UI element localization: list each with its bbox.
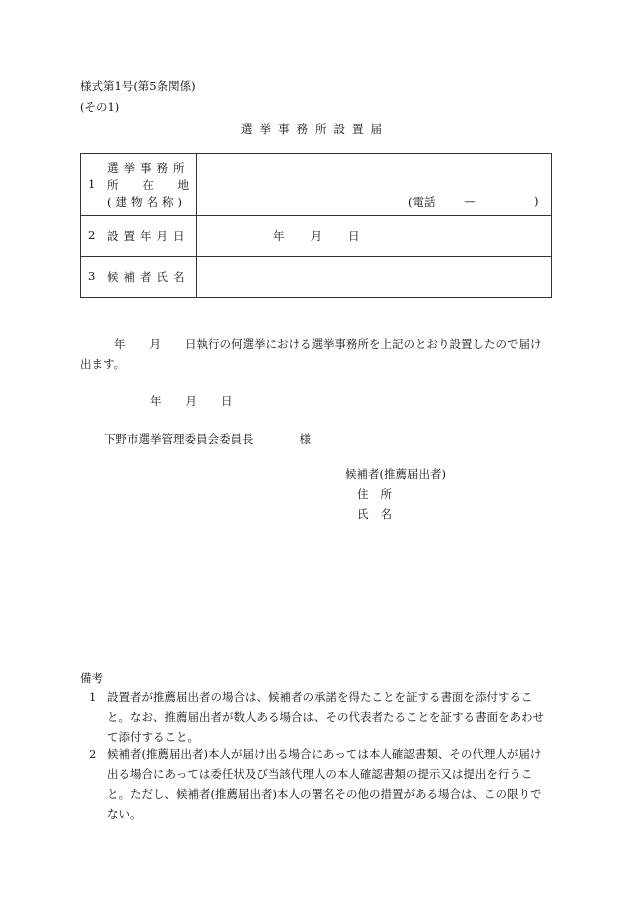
note-item	[89, 687, 549, 747]
statement-line	[80, 336, 542, 352]
form-sub-label: (その1)	[80, 100, 120, 114]
applicant-address-label: 住所	[357, 487, 404, 501]
day-label: 日	[348, 229, 360, 243]
location-label-char: 在	[142, 178, 154, 192]
note-text: 設置者が推薦届出者の場合は、候補者の承諾を得たことを証する書面を添付すること。なお、推薦届出者が数人ある場合は、その代表者たることを証する書面をあわせて添付すること。	[107, 690, 544, 744]
phone-field	[408, 194, 539, 210]
applicant-name-label: 氏名	[357, 507, 404, 521]
notes-heading: 備考	[80, 671, 103, 685]
phone-dash: —	[464, 194, 476, 208]
location-label	[107, 177, 189, 193]
candidate-name-label-cell	[81, 257, 197, 298]
addressee-honorific: 様	[299, 432, 311, 446]
note-number: 2	[89, 747, 97, 761]
office-info-table	[80, 153, 552, 298]
setup-date-value-cell[interactable]	[197, 216, 552, 257]
office-location-label-cell	[81, 154, 197, 216]
month-label: 月	[310, 229, 322, 243]
location-label-char: 地	[177, 178, 189, 192]
addressee	[104, 431, 311, 447]
date-month: 月	[185, 394, 197, 408]
submission-date	[150, 393, 233, 409]
setup-date-field	[273, 228, 360, 244]
office-label: 選挙事務所	[107, 161, 190, 175]
statement-continuation: 出ます。	[80, 357, 126, 371]
candidate-name-value-cell[interactable]	[197, 257, 552, 298]
setup-date-label-cell	[81, 216, 197, 257]
addressee-name: 下野市選挙管理委員会委員長	[104, 432, 254, 446]
location-label-char: 所	[107, 178, 119, 192]
building-name-label: (建物名称)	[107, 195, 186, 209]
table-row-candidate-name	[81, 257, 552, 298]
applicant-heading: 候補者(推薦届出者)	[345, 467, 446, 481]
phone-label: (電話	[408, 195, 436, 209]
setup-date-label: 設置年月日	[107, 229, 190, 243]
note-text: 候補者(推薦届出者)本人が届け出る場合にあっては本人確認書類、その代理人が届け出る場合にあっては委任状及び当該代理人の本人確認書類の提示又は提出を行うこと。ただし、候補者(推薦届出者)本人の署名その他の措置がある場合は、この限りでない。	[107, 747, 542, 821]
note-number: 1	[89, 690, 97, 704]
candidate-name-label: 候補者氏名	[107, 270, 190, 284]
year-label: 年	[273, 229, 285, 243]
date-year: 年	[150, 394, 162, 408]
phone-close-paren: )	[534, 194, 539, 208]
office-location-value-cell[interactable]	[197, 154, 552, 216]
statement-year: 年	[114, 337, 126, 351]
statement-text: 日執行の何選挙における選挙事務所を上記のとおり設置したので届け	[185, 337, 542, 351]
date-day: 日	[221, 394, 233, 408]
table-row-setup-date	[81, 216, 552, 257]
row-number: 3	[88, 269, 96, 283]
row-number: 1	[88, 177, 96, 191]
document-title: 選挙事務所設置届	[241, 122, 389, 136]
note-item	[89, 744, 549, 824]
form-number-label: 様式第1号(第5条関係)	[80, 79, 196, 93]
row-number: 2	[88, 228, 96, 242]
statement-month: 月	[149, 337, 161, 351]
table-row-office-location	[81, 154, 552, 216]
